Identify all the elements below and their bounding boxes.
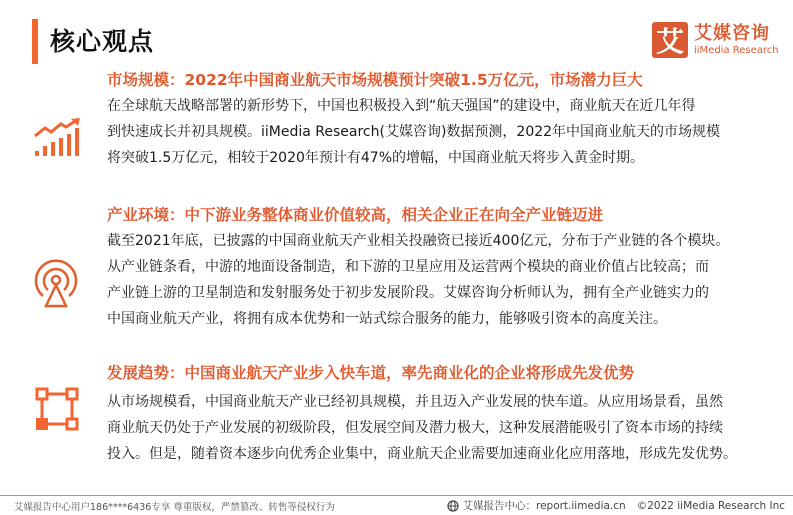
body-line: 从市场规模看，中国商业航天产业已经初具规模，并且迈入产业发展的快车道。从应用场景看，虽然 <box>107 394 723 410</box>
section-heading: 产业环境：中下游业务整体商业价值较高，相关企业正在向全产业链迈进 <box>107 206 604 224</box>
body-line: 在全球航天战略部署的新形势下，中国也积极投入到“航天强国”的建设中，商业航天在近几年得 <box>107 98 696 114</box>
footer-report-link[interactable]: 艾媒报告中心：report.iimedia.cn <box>462 500 626 512</box>
section-heading: 发展趋势：中国商业航天产业步入快车道，率先商业化的企业将形成先发优势 <box>107 364 635 382</box>
footer-source <box>447 498 785 513</box>
body-line: 截至2021年底，已披露的中国商业航天产业相关投融资已接近400亿元，分布于产业链的各个模块。 <box>107 233 730 249</box>
section-market-size <box>107 67 787 171</box>
trend-chart-icon <box>33 118 83 158</box>
page-title: 核心观点 <box>50 27 155 56</box>
section-heading: 市场规模：2022年中国商业航天市场规模预计突破1.5万亿元，市场潜力巨大 <box>107 71 643 89</box>
title-accent-bar <box>32 19 38 64</box>
logo-name-cn: 艾媒咨询 <box>694 22 770 44</box>
section-development-trend <box>107 360 787 467</box>
body-line: 中国商业航天产业，将拥有成本优势和一站式综合服务的能力，能够吸引资本的高度关注。 <box>107 311 667 327</box>
logo-mark: 艾 <box>652 22 688 58</box>
body-line: 产业链上游的卫星制造和发射服务处于初步发展阶段。艾媒咨询分析师认为，拥有全产业链实力的 <box>107 285 709 301</box>
body-line: 商业航天仍处于产业发展的初级阶段，但发展空间及潜力极大，这种发展潜能吸引了资本市场的持续 <box>107 420 723 436</box>
body-line: 将突破1.5万亿元，相较于2020年预计有47%的增幅，中国商业航天将步入黄金时期。 <box>107 150 645 166</box>
globe-icon <box>447 500 459 512</box>
logo-name-en: iiMedia Research <box>694 44 779 56</box>
broadcast-tower-icon <box>31 258 81 310</box>
footer-divider <box>0 495 793 496</box>
iimedia-logo <box>652 22 779 58</box>
body-line: 到快速成长并初具规模。iiMedia Research(艾媒咨询)数据预测，2022年中国商业航天的市场规模 <box>107 124 721 140</box>
footer-copyright-notice: 艾媒报告中心用户186****6436专享 尊重版权，严禁篡改、转售等侵权行为 <box>14 502 335 513</box>
body-line: 投入。但是，随着资本逐步向优秀企业集中，商业航天企业需要加速商业化应用落地，形成先发优势。 <box>107 446 737 462</box>
footer-copyright: ©2022 iiMedia Research Inc <box>636 499 785 512</box>
section-industry-environment <box>107 202 787 332</box>
body-line: 从产业链条看，中游的地面设备制造，和下游的卫星应用及运营两个模块的商业价值占比较高；而 <box>107 259 709 275</box>
node-network-icon <box>35 387 79 431</box>
